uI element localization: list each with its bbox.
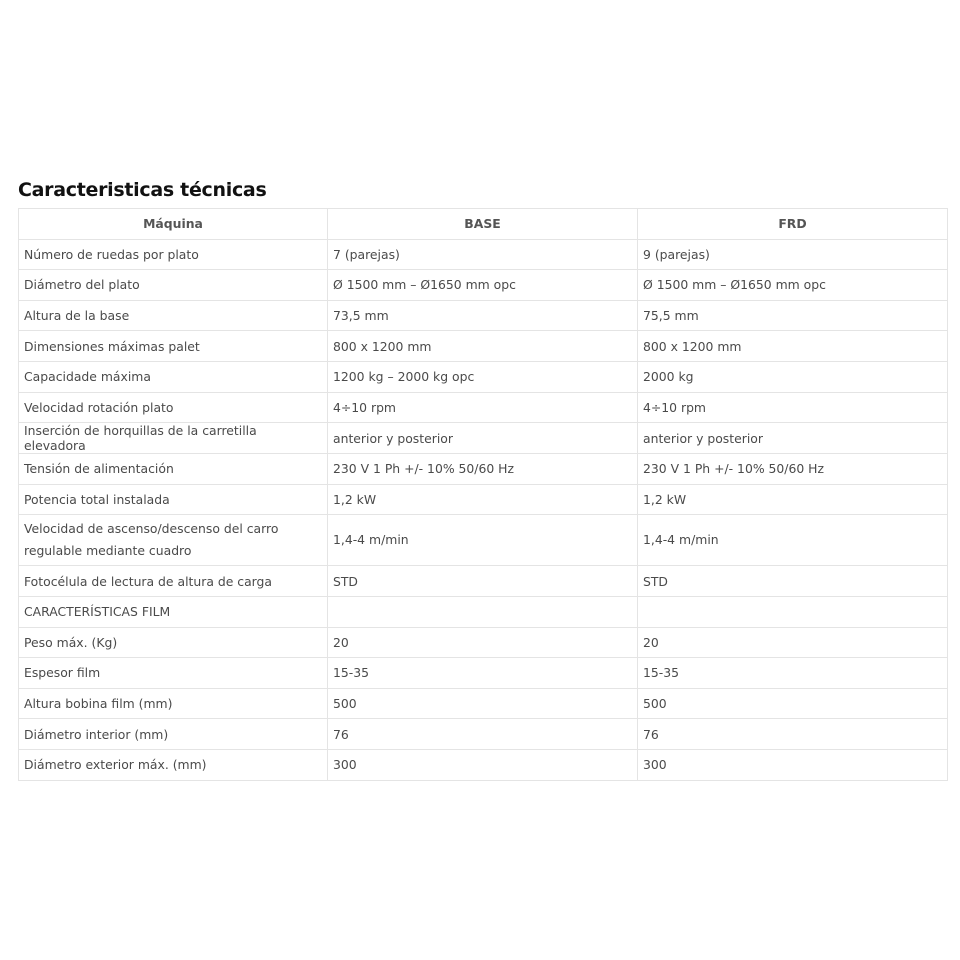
spec-label: Capacidade máxima (19, 361, 328, 392)
spec-label: Inserción de horquillas de la carretilla elevadora (19, 423, 328, 454)
spec-label: Diámetro exterior máx. (mm) (19, 749, 328, 780)
spec-value-base: 73,5 mm (328, 300, 638, 331)
spec-value-frd: 9 (parejas) (638, 239, 948, 270)
spec-value-frd: 230 V 1 Ph +/- 10% 50/60 Hz (638, 454, 948, 485)
spec-value-base: 1,4-4 m/min (328, 515, 638, 566)
spec-value-base: 76 (328, 719, 638, 750)
spec-value-base: Ø 1500 mm – Ø1650 mm opc (328, 270, 638, 301)
spec-value-base: STD (328, 566, 638, 597)
spec-value-frd: 4÷10 rpm (638, 392, 948, 423)
spec-label: Dimensiones máximas palet (19, 331, 328, 362)
table-row (19, 300, 948, 331)
table-row (19, 484, 948, 515)
spec-value-frd (638, 596, 948, 627)
table-row (19, 392, 948, 423)
spec-label: Peso máx. (Kg) (19, 627, 328, 658)
column-header-frd: FRD (638, 209, 948, 240)
table-row (19, 454, 948, 485)
spec-value-frd: 500 (638, 688, 948, 719)
table-row (19, 719, 948, 750)
table-row (19, 627, 948, 658)
table-row (19, 239, 948, 270)
spec-label: Tensión de alimentación (19, 454, 328, 485)
table-row (19, 331, 948, 362)
spec-label: Espesor film (19, 658, 328, 689)
spec-label: Altura de la base (19, 300, 328, 331)
spec-value-frd: Ø 1500 mm – Ø1650 mm opc (638, 270, 948, 301)
film-section-label: CARACTERÍSTICAS FILM (19, 596, 328, 627)
table-row (19, 566, 948, 597)
table-header-row (19, 209, 948, 240)
spec-value-frd: 1,2 kW (638, 484, 948, 515)
spec-label: Velocidad rotación plato (19, 392, 328, 423)
spec-value-base: 7 (parejas) (328, 239, 638, 270)
specs-table (18, 208, 948, 781)
column-header-machine: Máquina (19, 209, 328, 240)
spec-value-base: 500 (328, 688, 638, 719)
spec-value-base: 15-35 (328, 658, 638, 689)
spec-value-frd: 800 x 1200 mm (638, 331, 948, 362)
section-title: Caracteristicas técnicas (18, 179, 267, 201)
spec-value-base: 20 (328, 627, 638, 658)
spec-value-frd: 75,5 mm (638, 300, 948, 331)
table-row (19, 688, 948, 719)
spec-value-base: anterior y posterior (328, 423, 638, 454)
spec-label: Fotocélula de lectura de altura de carga (19, 566, 328, 597)
spec-value-base: 1,2 kW (328, 484, 638, 515)
table-row (19, 361, 948, 392)
spec-value-frd: 20 (638, 627, 948, 658)
technical-specs-section (18, 178, 947, 781)
spec-value-frd: STD (638, 566, 948, 597)
spec-label: Potencia total instalada (19, 484, 328, 515)
spec-value-frd: anterior y posterior (638, 423, 948, 454)
spec-value-frd: 300 (638, 749, 948, 780)
table-row (19, 515, 948, 566)
spec-value-frd: 15-35 (638, 658, 948, 689)
spec-value-base: 230 V 1 Ph +/- 10% 50/60 Hz (328, 454, 638, 485)
spec-value-base: 800 x 1200 mm (328, 331, 638, 362)
table-row (19, 270, 948, 301)
table-row (19, 658, 948, 689)
spec-value-frd: 76 (638, 719, 948, 750)
spec-value-frd: 2000 kg (638, 361, 948, 392)
spec-label: Número de ruedas por plato (19, 239, 328, 270)
table-row-section-heading (19, 596, 948, 627)
spec-value-base (328, 596, 638, 627)
spec-value-base: 300 (328, 749, 638, 780)
table-row (19, 423, 948, 454)
spec-value-base: 4÷10 rpm (328, 392, 638, 423)
column-header-base: BASE (328, 209, 638, 240)
table-row (19, 749, 948, 780)
spec-label: Diámetro del plato (19, 270, 328, 301)
spec-value-base: 1200 kg – 2000 kg opc (328, 361, 638, 392)
spec-label: Altura bobina film (mm) (19, 688, 328, 719)
spec-label: Velocidad de ascenso/descenso del carro regulable mediante cuadro (19, 515, 328, 566)
spec-value-frd: 1,4-4 m/min (638, 515, 948, 566)
spec-label: Diámetro interior (mm) (19, 719, 328, 750)
